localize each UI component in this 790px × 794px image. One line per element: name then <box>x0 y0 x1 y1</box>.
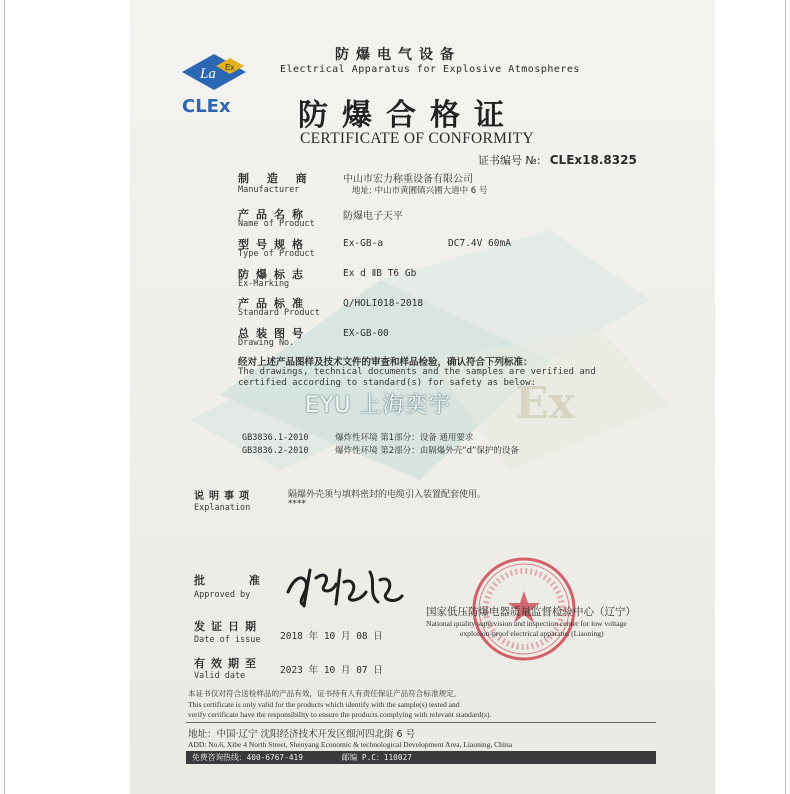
footer-divider <box>186 722 656 723</box>
type-label-cn: 型号规格 <box>238 238 310 251</box>
standards-list <box>242 425 519 456</box>
manufacturer-value: 中山市宏力称重设备有限公司 <box>343 174 473 185</box>
type-rating: DC7.4V 60mA <box>448 238 511 249</box>
manufacturer-address: 地址: 中山市黄圃镇兴圃大道中 6 号 <box>352 186 488 196</box>
right-border-line <box>785 0 786 794</box>
drawing-label-en: Drawing No. <box>238 338 295 348</box>
standard-label-en: Standard Product <box>238 308 320 318</box>
main-title: 防爆合格证 <box>298 98 518 133</box>
explanation-label-en: Explanation <box>194 503 251 513</box>
standard-desc: 爆炸性环境 第2部分：由隔爆外壳“d”保护的设备 <box>335 446 519 456</box>
manufacturer-label-cn: 制 造 商 <box>238 172 314 185</box>
clex-logo-icon <box>178 48 250 94</box>
footer-phone: 免费咨询热线：400-6767-419 <box>192 753 303 762</box>
signature-icon <box>280 558 410 613</box>
footer-note-cn: 本证书仅对符合送检样品的产品有效，证书持有人有责任保证产品符合标准规定。 <box>188 689 462 698</box>
footer-address-en: ADD: No.6, Xibe 4 North Street, Shenyang Economic & technological Development Area, Liaoning, China <box>188 740 513 749</box>
category-title-cn: 防爆电气设备 <box>335 47 461 63</box>
issue-date-label-cn: 发证日期 <box>194 620 262 633</box>
manufacturer-label-en: Manufacturer <box>238 185 300 195</box>
logo-letters: La <box>200 66 216 82</box>
authority-en-line2: explosion-proof electrical apparatus (Liaoning) <box>460 629 604 638</box>
main-title-en: CERTIFICATE OF CONFORMITY <box>300 130 534 147</box>
footer-contact-bar <box>186 751 656 764</box>
certificate-number-label: 证书编号 №: <box>478 154 541 167</box>
authority-en-line1: National quality supervision and inspection center for low voltage <box>426 619 627 628</box>
category-title-en: Electrical Apparatus for Explosive Atmospheres <box>280 64 580 75</box>
standard-row <box>242 425 519 443</box>
background-ex-letters: Ex <box>515 378 575 429</box>
explanation-label-cn: 说明事项 <box>194 491 254 502</box>
explanation-stars: **** <box>288 499 306 509</box>
valid-date-label-en: Valid date <box>194 671 246 681</box>
type-label-en: Type of Product <box>238 249 315 259</box>
standard-desc: 爆炸性环境 第1部分：设备 通用要求 <box>335 433 474 443</box>
footer-address-cn: 地址：中国·辽宁 沈阳经济技术开发区细河四北街 6 号 <box>188 729 416 740</box>
product-name-label-cn: 产品名称 <box>238 208 310 221</box>
footer-postcode: 邮编 P.C：110027 <box>341 753 412 762</box>
verification-en-line1: The drawings, technical documents and the samples are verified and <box>238 367 596 377</box>
verification-en-line2: certified according to standard(s) for safety as below: <box>238 378 537 388</box>
drawing-value: EX-GB-00 <box>343 328 389 339</box>
product-name-value: 防爆电子天平 <box>343 211 403 222</box>
standard-code: GB3836.1-2010 <box>242 433 309 443</box>
standard-label-cn: 产品标准 <box>238 297 310 310</box>
certificate-document <box>130 0 715 794</box>
type-value: Ex-GB-a <box>343 238 384 249</box>
approved-label-en: Approved by <box>194 590 251 600</box>
left-border-line <box>4 0 5 794</box>
issue-date-label-en: Date of issue <box>194 635 261 645</box>
explanation-value: 隔爆外壳须与填料密封的电缆引入装置配套使用。 <box>288 490 487 500</box>
marking-label-cn: 防爆标志 <box>238 268 310 281</box>
authority-cn: 国家低压防爆电器质量监督检验中心（辽宁） <box>426 606 636 618</box>
issue-date-value: 2018 年 10 月 08 日 <box>280 631 383 642</box>
drawing-label-cn: 总装图号 <box>238 327 310 340</box>
logo-text: CLEx <box>182 96 231 117</box>
footer-note-en-line1: This certificate is only valid for the products which identify with the sample(s) tested and <box>188 700 460 709</box>
marking-label-en: Ex-Marking <box>238 279 290 289</box>
product-name-label-en: Name of Product <box>238 219 315 229</box>
valid-date-value: 2023 年 10 月 07 日 <box>280 665 383 676</box>
standard-value: Q/HOLI018-2018 <box>343 298 424 309</box>
verification-cn: 经对上述产品图样及技术文件的审查和样品检验，确认符合下列标准： <box>238 357 533 368</box>
logo-ex: Ex <box>225 63 235 72</box>
footer-note-en-line2: verify certificate have the responsibility to ensure the products complying with relevant standard(s). <box>188 710 492 719</box>
standard-row <box>242 438 519 456</box>
standard-code: GB3836.2-2010 <box>242 446 309 456</box>
certificate-number <box>478 149 637 168</box>
marking-value: Ex d ⅡB T6 Gb <box>343 268 417 279</box>
certificate-number-value: CLEx18.8325 <box>549 153 637 167</box>
valid-date-label-cn: 有效期至 <box>194 657 262 670</box>
approved-label-cn: 批 准 <box>194 574 280 587</box>
watermark-text: EYU 上海奕宇 <box>305 393 452 418</box>
